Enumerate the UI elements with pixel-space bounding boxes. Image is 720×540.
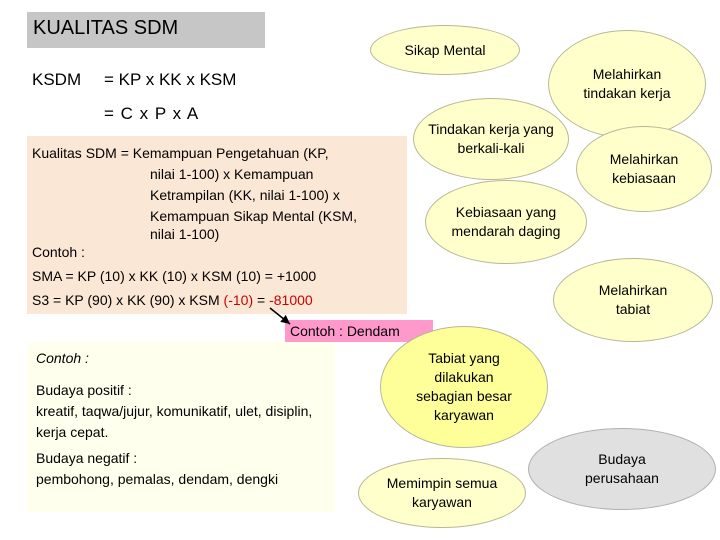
example-sma: SMA = KP (10) x KK (10) x KSM (10) = +1000	[32, 268, 317, 284]
example-s3-mid: =	[253, 292, 270, 308]
definition-line-1: Kualitas SDM = Kemampuan Pengetahuan (KP,	[32, 145, 329, 161]
formula-rhs-2: = C x P x A	[104, 104, 200, 123]
node-memimpin: Memimpin semua karyawan	[358, 458, 526, 528]
definition-line-2: nilai 1-100) x Kemampuan	[150, 166, 314, 182]
example-s3-result: -81000	[269, 292, 313, 308]
culture-example-label: Contoh :	[36, 350, 89, 366]
node-melahirkan-tabiat: Melahirkan tabiat	[553, 258, 713, 342]
node-melahirkan-tindakan: Melahirkan tindakan kerja	[548, 30, 706, 138]
example-label: Contoh :	[32, 244, 85, 260]
negative-text: pembohong, pemalas, dendam, dengki	[36, 471, 279, 487]
negative-title: Budaya negatif :	[36, 450, 138, 466]
example-s3-neg: (-10)	[223, 292, 254, 308]
node-sikap-mental: Sikap Mental	[370, 25, 520, 75]
dendam-label: Contoh : Dendam	[285, 320, 433, 342]
example-s3-prefix: S3 = KP (90) x KK (90) x KSM	[32, 292, 224, 308]
definition-line-5: nilai 1-100)	[150, 226, 220, 242]
node-kebiasaan: Kebiasaan yang mendarah daging	[425, 180, 587, 264]
node-budaya-perusahaan: Budaya perusahaan	[528, 428, 716, 510]
positive-title: Budaya positif :	[36, 382, 132, 398]
formula-rhs-1: = KP x KK x KSM	[104, 70, 237, 89]
node-tindakan-kerja: Tindakan kerja yang berkali-kali	[413, 98, 569, 180]
definition-line-4: Kemampuan Sikap Mental (KSM,	[150, 208, 357, 224]
arrow-to-dendam	[270, 308, 290, 324]
formula-lhs: KSDM	[32, 70, 82, 89]
node-tabiat: Tabiat yang dilakukan sebagian besar karyawan	[380, 326, 548, 448]
page-title: KUALITAS SDM	[33, 17, 179, 39]
node-melahirkan-kebiasaan: Melahirkan kebiasaan	[576, 126, 712, 212]
positive-text: kreatif, taqwa/jujur, komunikatif, ulet, disiplin, kerja cepat.	[36, 403, 313, 440]
definition-line-3: Ketrampilan (KK, nilai 1-100) x	[150, 187, 340, 203]
